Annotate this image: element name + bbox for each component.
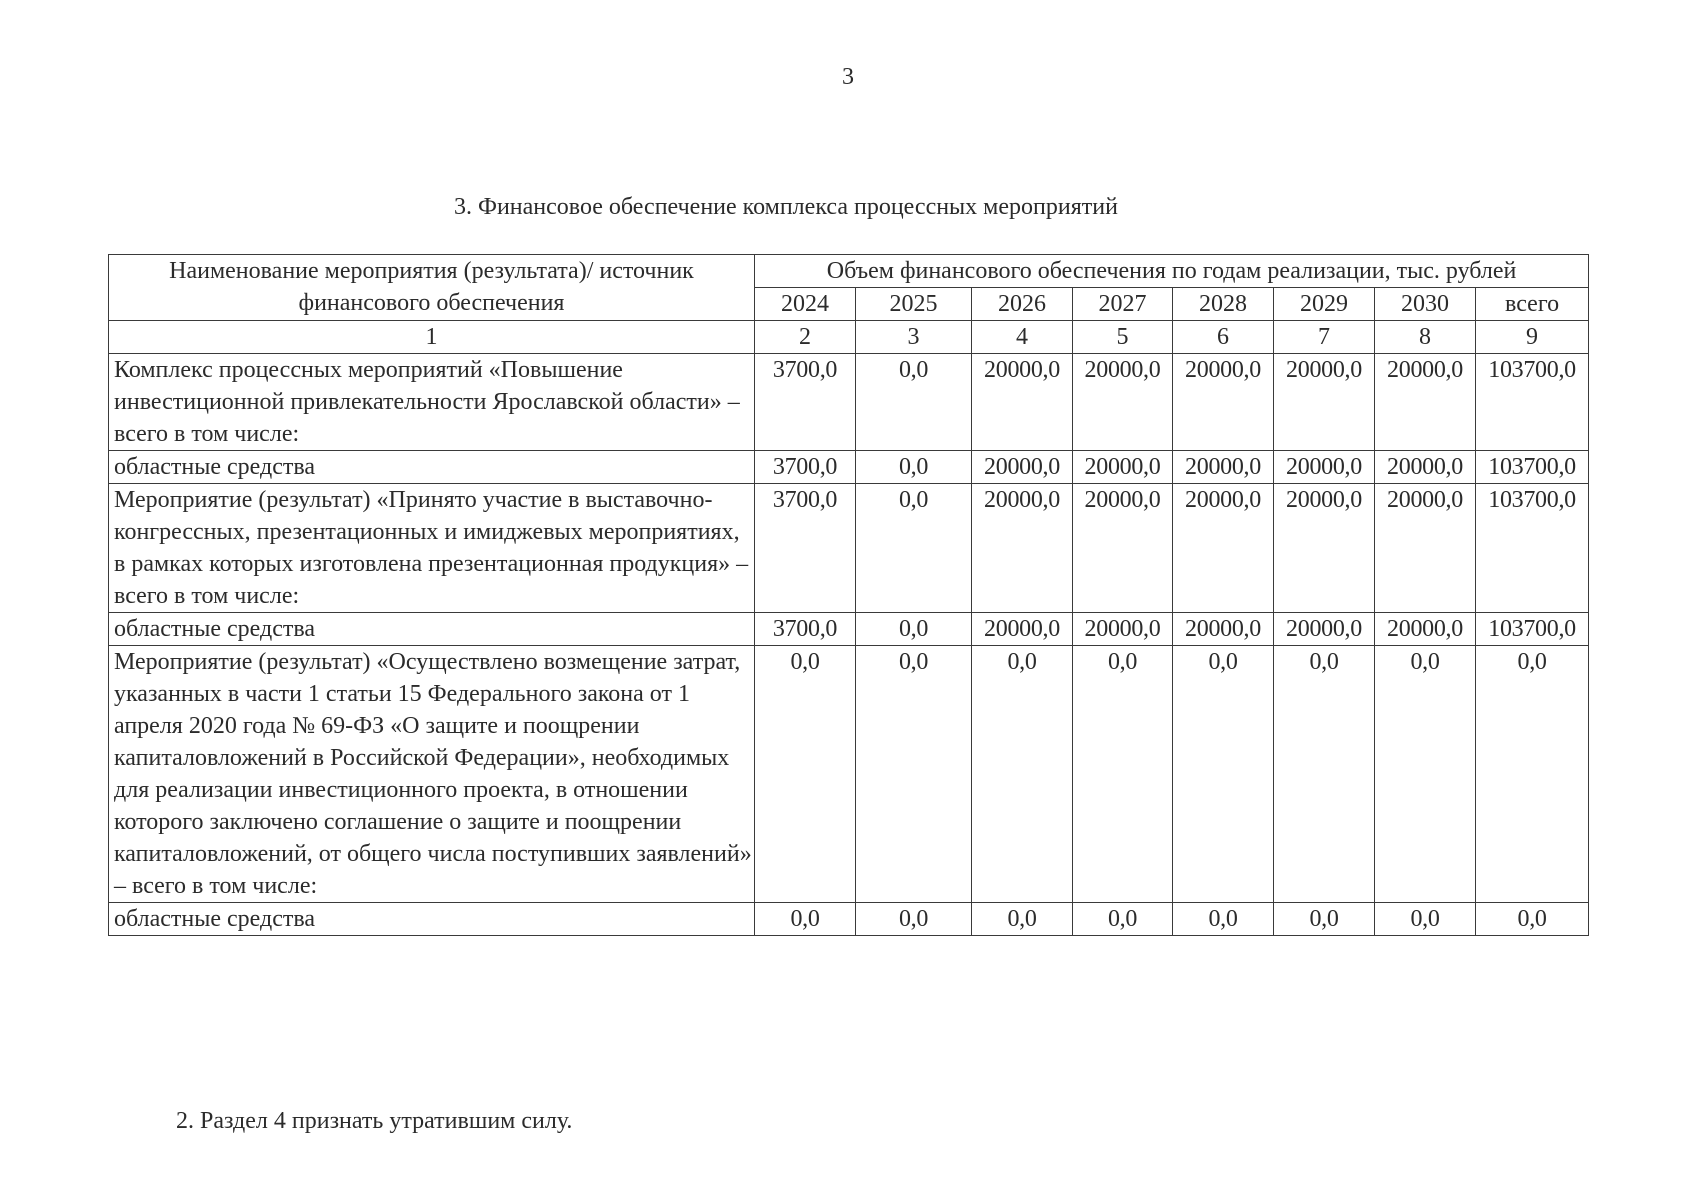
row-value: 20000,0 xyxy=(1073,451,1173,484)
column-index: 6 xyxy=(1173,321,1274,354)
column-index: 4 xyxy=(972,321,1073,354)
table-row xyxy=(109,484,1589,613)
row-value: 0,0 xyxy=(972,646,1073,903)
header-year: 2026 xyxy=(972,288,1073,321)
header-year: 2029 xyxy=(1274,288,1375,321)
row-value: 3700,0 xyxy=(755,484,856,613)
row-value: 20000,0 xyxy=(972,613,1073,646)
row-value: 20000,0 xyxy=(1375,354,1476,451)
row-value: 20000,0 xyxy=(1173,613,1274,646)
row-value: 0,0 xyxy=(1274,903,1375,936)
row-value: 0,0 xyxy=(1073,646,1173,903)
header-year: 2024 xyxy=(755,288,856,321)
header-year: 2028 xyxy=(1173,288,1274,321)
row-value: 20000,0 xyxy=(1073,354,1173,451)
row-value: 20000,0 xyxy=(1375,484,1476,613)
table-row xyxy=(109,903,1589,936)
row-value: 20000,0 xyxy=(972,354,1073,451)
row-value: 0,0 xyxy=(755,646,856,903)
row-value: 0,0 xyxy=(856,354,972,451)
row-total: 103700,0 xyxy=(1476,613,1589,646)
row-total: 103700,0 xyxy=(1476,484,1589,613)
row-total: 0,0 xyxy=(1476,903,1589,936)
row-value: 20000,0 xyxy=(1375,451,1476,484)
row-total: 0,0 xyxy=(1476,646,1589,903)
header-total: всего xyxy=(1476,288,1589,321)
row-total: 103700,0 xyxy=(1476,451,1589,484)
column-index: 3 xyxy=(856,321,972,354)
row-value: 20000,0 xyxy=(972,484,1073,613)
row-value: 0,0 xyxy=(1274,646,1375,903)
column-index: 9 xyxy=(1476,321,1589,354)
header-volume-group: Объем финансового обеспечения по годам реализации, тыс. рублей xyxy=(755,255,1589,288)
row-value: 20000,0 xyxy=(1274,613,1375,646)
row-name: областные средства xyxy=(109,613,755,646)
row-value: 20000,0 xyxy=(1173,354,1274,451)
row-value: 0,0 xyxy=(972,903,1073,936)
row-value: 0,0 xyxy=(856,484,972,613)
row-value: 20000,0 xyxy=(1173,451,1274,484)
row-value: 3700,0 xyxy=(755,613,856,646)
row-value: 20000,0 xyxy=(972,451,1073,484)
column-index: 5 xyxy=(1073,321,1173,354)
row-value: 20000,0 xyxy=(1274,354,1375,451)
row-value: 3700,0 xyxy=(755,354,856,451)
table-row xyxy=(109,354,1589,451)
row-total: 103700,0 xyxy=(1476,354,1589,451)
row-value: 3700,0 xyxy=(755,451,856,484)
row-value: 0,0 xyxy=(856,903,972,936)
column-index-row xyxy=(109,321,1589,354)
row-name: Мероприятие (результат) «Принято участие в выставочно-конгрессных, презентационных и имиджевых мероприятиях, в рамках которых изготовлена презентационная продукция» – всего в том числе: xyxy=(109,484,755,613)
header-year: 2025 xyxy=(856,288,972,321)
row-value: 20000,0 xyxy=(1375,613,1476,646)
page-number: 3 xyxy=(842,64,854,90)
table-row xyxy=(109,646,1589,903)
row-value: 0,0 xyxy=(755,903,856,936)
table-row xyxy=(109,451,1589,484)
column-index: 7 xyxy=(1274,321,1375,354)
row-value: 0,0 xyxy=(856,451,972,484)
row-value: 20000,0 xyxy=(1274,451,1375,484)
row-name: областные средства xyxy=(109,451,755,484)
row-value: 0,0 xyxy=(856,613,972,646)
row-value: 0,0 xyxy=(856,646,972,903)
row-value: 0,0 xyxy=(1173,903,1274,936)
row-value: 0,0 xyxy=(1375,903,1476,936)
column-index: 2 xyxy=(755,321,856,354)
financing-table xyxy=(108,254,1589,936)
row-value: 20000,0 xyxy=(1274,484,1375,613)
footnote: 2. Раздел 4 признать утратившим силу. xyxy=(176,1108,573,1134)
row-value: 20000,0 xyxy=(1073,484,1173,613)
header-year: 2027 xyxy=(1073,288,1173,321)
row-name: Мероприятие (результат) «Осуществлено возмещение затрат, указанных в части 1 статьи 15 Федерального закона от 1 апреля 2020 года № 69-ФЗ «О защите и поощрении капиталовложений в Российской Федерации», необходимых для реализации инвестиционного проекта, в отношении которого заключено соглашение о защите и поощрении капиталовложений, от общего числа поступивших заявлений» – всего в том числе: xyxy=(109,646,755,903)
column-index: 8 xyxy=(1375,321,1476,354)
row-value: 0,0 xyxy=(1073,903,1173,936)
row-name: Комплекс процессных мероприятий «Повышение инвестиционной привлекательности Ярославской области» – всего в том числе: xyxy=(109,354,755,451)
row-value: 0,0 xyxy=(1375,646,1476,903)
row-value: 0,0 xyxy=(1173,646,1274,903)
row-value: 20000,0 xyxy=(1173,484,1274,613)
column-index: 1 xyxy=(109,321,755,354)
section-title: 3. Финансовое обеспечение комплекса процессных мероприятий xyxy=(454,194,1118,220)
row-value: 20000,0 xyxy=(1073,613,1173,646)
table-row xyxy=(109,613,1589,646)
header-name-column: Наименование мероприятия (результата)/ источник финансового обеспечения xyxy=(109,255,755,321)
row-name: областные средства xyxy=(109,903,755,936)
header-year: 2030 xyxy=(1375,288,1476,321)
